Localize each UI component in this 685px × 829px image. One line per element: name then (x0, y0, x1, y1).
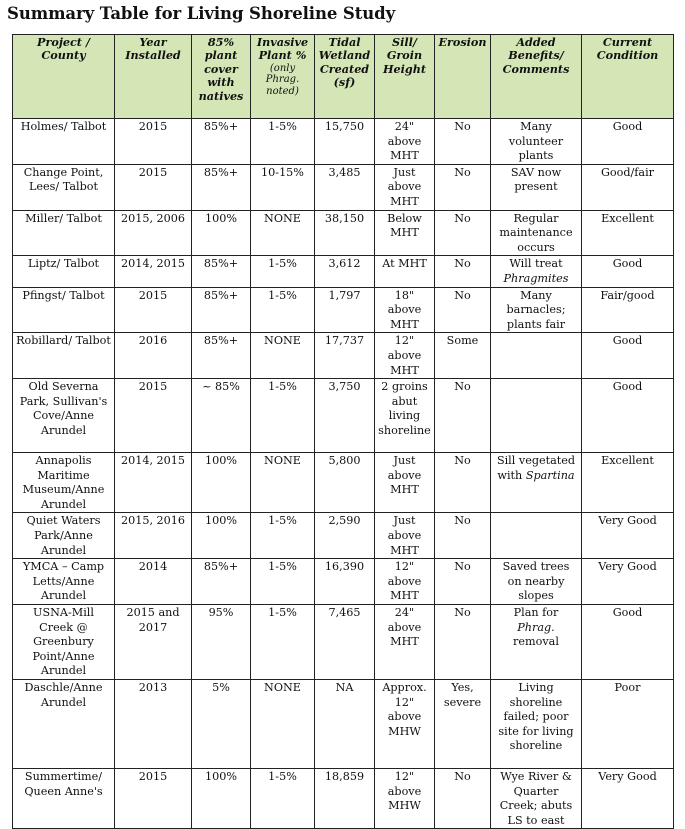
cell-project: USNA-Mill Creek @ Greenbury Point/Anne Arundel (13, 605, 115, 680)
summary-table (12, 34, 674, 829)
benefits-italic-text: Spartina (525, 468, 575, 482)
cell-erosion: No (435, 256, 491, 287)
cell-erosion: No (435, 210, 491, 256)
cell-benefits (491, 256, 582, 287)
cell-condition: Excellent (582, 453, 674, 513)
cell-erosion: No (435, 559, 491, 605)
cell-benefits (491, 379, 582, 453)
cell-sill: 18" above MHT (375, 287, 435, 333)
header-year: Year Installed (115, 35, 192, 119)
cell-condition: Good (582, 379, 674, 453)
benefits-text: Regular maintenance occurs (499, 211, 573, 254)
benefits-text: Will treat (509, 257, 563, 271)
cell-condition: Good (582, 256, 674, 287)
cell-sill: 24" above MHT (375, 119, 435, 165)
table-row (13, 210, 674, 256)
header-row (13, 35, 674, 119)
benefits-text: SAV now present (510, 165, 562, 194)
cell-erosion: No (435, 287, 491, 333)
header-invasive (251, 35, 315, 119)
cell-condition: Fair/good (582, 287, 674, 333)
cell-condition: Good/fair (582, 164, 674, 210)
cell-cover: 100% (192, 453, 251, 513)
cell-invasive: 1-5% (251, 769, 315, 829)
cell-cover: 100% (192, 769, 251, 829)
cell-year: 2015 and 2017 (115, 605, 192, 680)
cell-wetland: 3,750 (315, 379, 375, 453)
cell-wetland: 1,797 (315, 287, 375, 333)
cell-sill: Approx. 12" above MHW (375, 680, 435, 769)
cell-sill: Just above MHT (375, 513, 435, 559)
cell-project: Pfingst/ Talbot (13, 287, 115, 333)
cell-benefits (491, 164, 582, 210)
cell-wetland: 18,859 (315, 769, 375, 829)
header-benefits: Added Benefits/ Comments (491, 35, 582, 119)
cell-cover: 85%+ (192, 333, 251, 379)
cell-erosion: No (435, 164, 491, 210)
cell-wetland: 17,737 (315, 333, 375, 379)
cell-project: Quiet Waters Park/Anne Arundel (13, 513, 115, 559)
cell-erosion: No (435, 379, 491, 453)
cell-condition: Excellent (582, 210, 674, 256)
cell-erosion: No (435, 119, 491, 165)
cell-wetland: 5,800 (315, 453, 375, 513)
cell-cover: 5% (192, 680, 251, 769)
cell-condition: Very Good (582, 513, 674, 559)
cell-year: 2015 (115, 119, 192, 165)
benefits-text: Saved trees on nearby slopes (502, 560, 570, 603)
cell-erosion: No (435, 513, 491, 559)
benefits-text: Living shoreline failed; poor site for living shoreline (498, 681, 574, 753)
cell-cover: 100% (192, 210, 251, 256)
cell-sill: Just above MHT (375, 164, 435, 210)
cell-benefits (491, 513, 582, 559)
cell-benefits (491, 119, 582, 165)
cell-project: YMCA – Camp Letts/Anne Arundel (13, 559, 115, 605)
benefits-text: Many barnacles; plants fair (506, 288, 566, 331)
cell-year: 2015, 2016 (115, 513, 192, 559)
table-row (13, 453, 674, 513)
cell-wetland: 16,390 (315, 559, 375, 605)
table-body (13, 119, 674, 829)
cell-erosion: No (435, 605, 491, 680)
benefits-text: Sill vegetated with (496, 454, 576, 482)
cell-invasive: 1-5% (251, 256, 315, 287)
benefits-italic-text: Phrag. (517, 620, 555, 634)
cell-sill: 24" above MHT (375, 605, 435, 680)
cell-cover: 85%+ (192, 256, 251, 287)
cell-year: 2015 (115, 287, 192, 333)
cell-cover: 85%+ (192, 164, 251, 210)
cell-erosion: No (435, 453, 491, 513)
cell-invasive: NONE (251, 210, 315, 256)
note-part-a: (only (269, 62, 296, 74)
header-invasive-label: Invasive Plant % (256, 35, 309, 63)
cell-project: Holmes/ Talbot (13, 119, 115, 165)
cell-condition: Good (582, 605, 674, 680)
header-sill: Sill/ Groin Height (375, 35, 435, 119)
cell-invasive: 1-5% (251, 513, 315, 559)
cell-benefits (491, 769, 582, 829)
cell-wetland: 38,150 (315, 210, 375, 256)
table-row (13, 769, 674, 829)
cell-year: 2015 (115, 164, 192, 210)
table-row (13, 680, 674, 769)
table-row (13, 119, 674, 165)
cell-cover: 85%+ (192, 119, 251, 165)
cell-wetland: 15,750 (315, 119, 375, 165)
cell-benefits (491, 210, 582, 256)
cell-invasive: NONE (251, 333, 315, 379)
header-condition: Current Condition (582, 35, 674, 119)
cell-sill: At MHT (375, 256, 435, 287)
cell-cover: 95% (192, 605, 251, 680)
cell-sill: 12" above MHT (375, 559, 435, 605)
cell-sill: 2 groins abut living shoreline (375, 379, 435, 453)
header-erosion: Erosion (435, 35, 491, 119)
note-part-c: noted) (266, 85, 299, 97)
cell-benefits (491, 605, 582, 680)
cell-cover: 85%+ (192, 287, 251, 333)
header-cover: 85% plant cover with natives (192, 35, 251, 119)
cell-project: Daschle/Anne Arundel (13, 680, 115, 769)
table-row (13, 287, 674, 333)
cell-benefits (491, 287, 582, 333)
cell-invasive: 10-15% (251, 164, 315, 210)
benefits-text: Many volunteer plants (508, 120, 564, 163)
cell-benefits (491, 333, 582, 379)
cell-benefits (491, 680, 582, 769)
table-row (13, 256, 674, 287)
page-title: Summary Table for Living Shoreline Study (7, 4, 396, 23)
benefits-text: Plan for (513, 606, 559, 620)
cell-cover: 100% (192, 513, 251, 559)
cell-year: 2015 (115, 379, 192, 453)
cell-project: Summertime/ Queen Anne's (13, 769, 115, 829)
table-row (13, 379, 674, 453)
cell-year: 2014, 2015 (115, 256, 192, 287)
table-row (13, 513, 674, 559)
cell-sill: 12" above MHT (375, 333, 435, 379)
cell-year: 2014, 2015 (115, 453, 192, 513)
cell-erosion: Yes, severe (435, 680, 491, 769)
cell-condition: Good (582, 333, 674, 379)
cell-project: Robillard/ Talbot (13, 333, 115, 379)
cell-sill: Below MHT (375, 210, 435, 256)
cell-project: Old Severna Park, Sullivan's Cove/Anne Arundel (13, 379, 115, 453)
cell-erosion: Some (435, 333, 491, 379)
cell-wetland: NA (315, 680, 375, 769)
cell-project: Change Point, Lees/ Talbot (13, 164, 115, 210)
header-project: Project / County (13, 35, 115, 119)
header-invasive-note (254, 63, 311, 98)
cell-benefits (491, 453, 582, 513)
cell-erosion: No (435, 769, 491, 829)
cell-sill: 12" above MHW (375, 769, 435, 829)
cell-condition: Very Good (582, 559, 674, 605)
cell-wetland: 3,485 (315, 164, 375, 210)
benefits-text: Wye River & Quarter Creek; abuts LS to east (499, 770, 573, 827)
table-row (13, 605, 674, 680)
cell-wetland: 2,590 (315, 513, 375, 559)
cell-invasive: NONE (251, 680, 315, 769)
cell-invasive: NONE (251, 453, 315, 513)
header-wetland: Tidal Wetland Created (sf) (315, 35, 375, 119)
cell-invasive: 1-5% (251, 287, 315, 333)
cell-invasive: 1-5% (251, 379, 315, 453)
cell-year: 2013 (115, 680, 192, 769)
cell-cover: ~ 85% (192, 379, 251, 453)
cell-project: Annapolis Maritime Museum/Anne Arundel (13, 453, 115, 513)
cell-invasive: 1-5% (251, 559, 315, 605)
cell-condition: Good (582, 119, 674, 165)
cell-year: 2014 (115, 559, 192, 605)
cell-sill: Just above MHT (375, 453, 435, 513)
note-part-b: Phrag. (265, 74, 300, 86)
table-row (13, 164, 674, 210)
cell-wetland: 7,465 (315, 605, 375, 680)
cell-year: 2015, 2006 (115, 210, 192, 256)
cell-cover: 85%+ (192, 559, 251, 605)
cell-invasive: 1-5% (251, 119, 315, 165)
cell-condition: Poor (582, 680, 674, 769)
cell-year: 2015 (115, 769, 192, 829)
benefits-italic-text: Phragmites (503, 271, 569, 285)
cell-project: Miller/ Talbot (13, 210, 115, 256)
cell-condition: Very Good (582, 769, 674, 829)
cell-invasive: 1-5% (251, 605, 315, 680)
cell-benefits (491, 559, 582, 605)
cell-year: 2016 (115, 333, 192, 379)
benefits-after-text: removal (513, 635, 559, 649)
table-row (13, 333, 674, 379)
cell-wetland: 3,612 (315, 256, 375, 287)
cell-project: Liptz/ Talbot (13, 256, 115, 287)
table-row (13, 559, 674, 605)
